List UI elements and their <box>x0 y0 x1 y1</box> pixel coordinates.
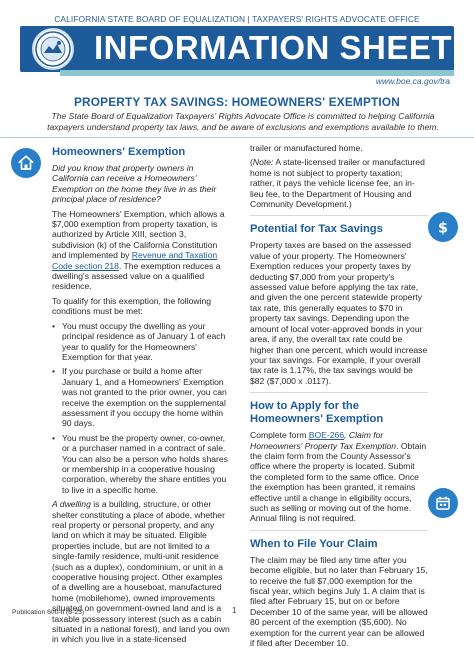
document-headline: PROPERTY TAX SAVINGS: HOMEOWNERS' EXEMPTION <box>73 95 401 109</box>
right-column <box>250 143 428 652</box>
apply-rest: . Obtain the claim form from the County Assessor's office where the property is located. Submit the completed form to the same office. Once the exemption has been granted, it remains effective until a change in eligibility occurs, such as selling or moving out of the home. Annual filing is not required. <box>250 440 427 524</box>
apply-body <box>250 430 428 524</box>
svg-text:$: $ <box>438 220 448 237</box>
conditions-list <box>52 321 230 496</box>
divider <box>250 215 428 216</box>
potential-text: Property taxes are based on the assessed value of your property. The Homeowners' Exemption reduces your property taxes by deducting $7,000 from your property's assessed value before applying the tax rate, and given the one percent statewide property tax rate, this generally equates to $70 in property tax savings. Depending upon the amount of local voter-approved bonds in your area, if any, the overall tax rate could be higher than one percent, which would increase your tax savings. For example, if your overall tax rate is 1.17%, the tax savings would be <box>250 240 428 376</box>
home-icon <box>11 148 41 178</box>
authority-text: The Homeowners' Exemption, which allows a $7,000 exemption from property taxation, is authorized by Article XIII, section 3, subdivision (k) of the California Constitution and implemented by <box>52 208 225 261</box>
authority-paragraph <box>52 209 230 292</box>
note-paragraph <box>250 157 428 209</box>
agency-line: CALIFORNIA STATE BOARD OF EQUALIZATION | TAXPAYERS' RIGHTS ADVOCATE OFFICE <box>54 14 420 24</box>
divider <box>0 137 474 138</box>
rtc-218-link[interactable]: Revenue and Taxation Code section 218 <box>52 250 218 271</box>
dwelling-continued: trailer or manufactured home. <box>250 143 363 153</box>
section-title-apply: How to Apply for the Homeowners' Exemption <box>250 400 384 426</box>
page-title: INFORMATION SHEET <box>94 29 453 66</box>
state-seal-icon <box>32 28 74 70</box>
section-title-potential: Potential for Tax Savings <box>250 223 383 236</box>
calendar-icon <box>428 488 458 518</box>
question-paragraph: Did you know that property owners in California can receive a Homeowners' Exemption on the home they live in as their principal place of residence? <box>52 163 217 205</box>
conditions-paragraph: To qualify for this exemption, the following conditions must be met: <box>52 295 212 317</box>
list-item: • If you purchase or build a home after January 1, and a Homeowners' Exemption was not granted to the prior owner, you can receive the exemption on the supplemental assessment if you occupy the home within 90 days. <box>52 366 230 428</box>
note-paren: ( <box>250 157 253 168</box>
website-link[interactable]: www.boe.ca.gov/tra <box>375 76 450 86</box>
apply-lead: Complete form <box>250 430 309 441</box>
divider <box>250 392 428 393</box>
when-body: The claim may be filed any time after you become eligible, but no later than February 15, to receive the full $7,000 exemption for the fiscal year, which begins July 1. A claim that is filed after February 15, but on or before December 10 of the same year, will be allowed 80 percent of the exemption ($5,600). No exemption for the current year can be allowed if filed after December 10. <box>250 554 428 649</box>
note-label: Note: <box>252 157 274 168</box>
authority-text-end: . The exemption reduces a dwelling's assessed value on a qualified residence. <box>52 260 221 292</box>
potential-body <box>250 240 428 386</box>
dwelling-term: A dwelling <box>52 499 91 510</box>
left-column <box>52 146 230 649</box>
potential-example: $82 ($7,000 x .0117). <box>250 375 332 386</box>
dollar-icon <box>428 212 458 242</box>
list-item: • You must occupy the dwelling as your principal residence as of January 1 of each year to qualify for the Homeowners' Exemption for that year. <box>52 321 230 363</box>
section-title-homeowners: Homeowners' Exemption <box>52 146 186 158</box>
intro-paragraph: The State Board of Equalization Taxpayers' Rights Advocate Office is committed to helping California taxpayers understand property tax laws, and be aware of exclusions and exemptions available to them. <box>47 111 439 132</box>
divider <box>250 530 428 531</box>
dwelling-paragraph <box>52 499 230 645</box>
boe-266-link[interactable]: BOE-266 <box>308 430 345 441</box>
publication-number: Publication 600-ti (6-23) <box>12 609 85 616</box>
dwelling-text: is a building, structure, or other shelter constituting a place of abode, whether real property or personal property, and any land on which it may be situated. Eligible properties include, but are not limited to a single-family residence, multi-unit residence (such as a duplex), condominium, or unit in a cooperative housing project. Other examples of a dwelling are a houseboat, manufactured home (mobilehome), owned improvements situated on government-owned land and is a taxable possessory interest (such as a cabin situated in a national forest), and land you own in which you live in a state-licensed <box>52 499 230 645</box>
apply-form-name: , Claim for Homeowners' Property Tax Exemption <box>250 430 397 451</box>
page-number: 1 <box>232 606 237 615</box>
list-item: • You must be the property owner, co-owner, or a purchaser named in a contract of sale. You can also be a person who holds shares or membership in a cooperative housing corporation, whereby the share entitles you to live in a specific home. <box>52 433 230 495</box>
section-title-when: When to File Your Claim <box>250 537 378 550</box>
note-text: A state-licensed trailer or manufactured home is not subject to property taxation; rather, it pays the vehicle license fee, an in-lieu fee, to the Department of Housing and Community Development.) <box>250 157 425 210</box>
header-banner <box>20 4 454 92</box>
